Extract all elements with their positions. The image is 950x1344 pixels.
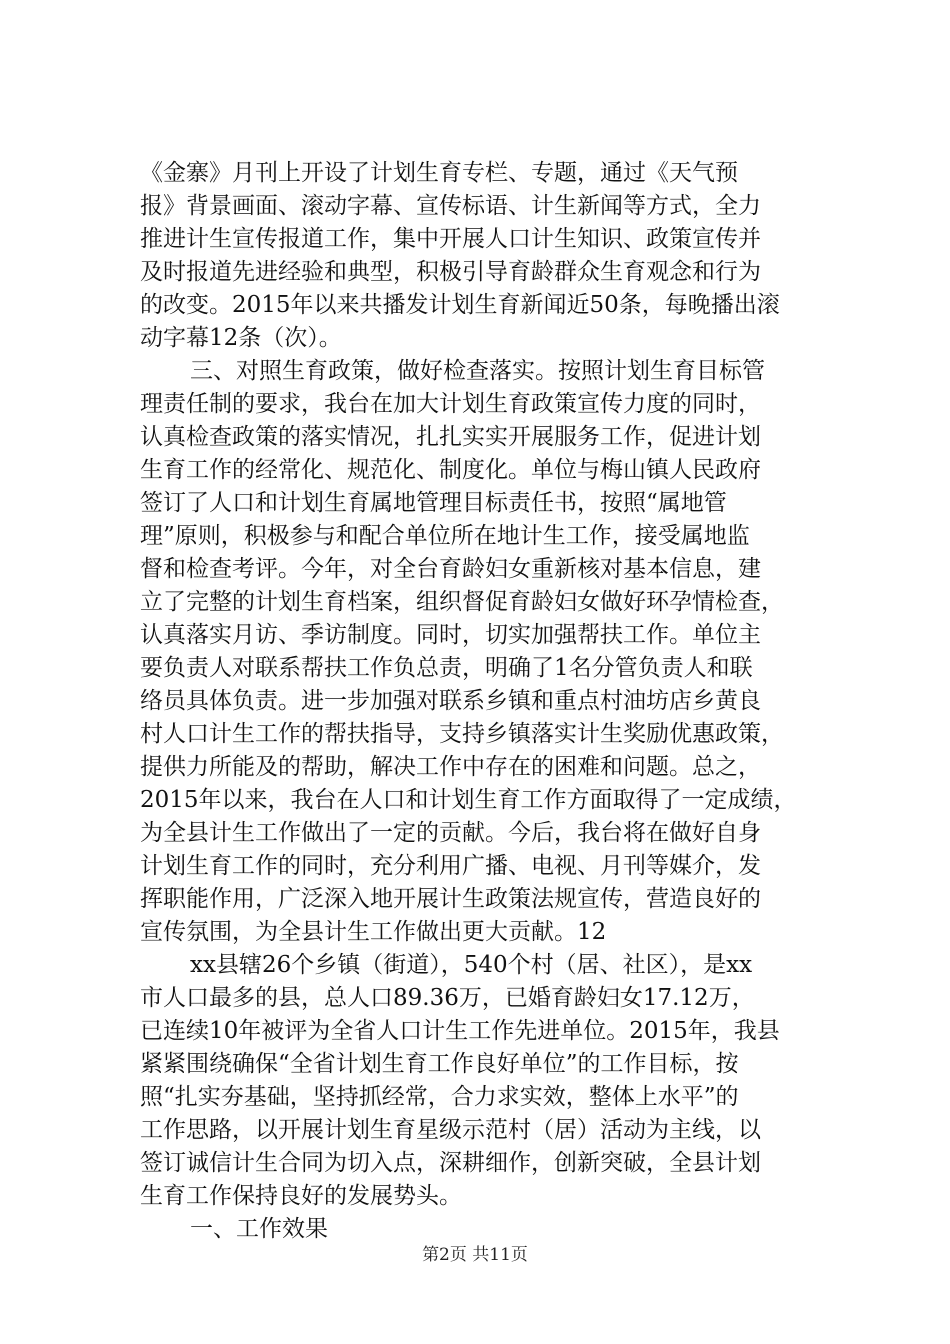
text-line: 要负责人对联系帮扶工作负总责，明确了1名分管负责人和联 [140,655,753,681]
text-line: 立了完整的计划生育档案，组织督促育龄妇女做好环孕情检查， [140,589,784,615]
text-line: 生育工作的经常化、规范化、制度化。单位与梅山镇人民政府 [140,457,761,483]
text-line: 村人口计生工作的帮扶指导，支持乡镇落实计生奖励优惠政策， [140,721,784,747]
page-footer [0,1243,950,1267]
text-line: 络员具体负责。进一步加强对联系乡镇和重点村油坊店乡黄良 [140,688,761,714]
text-line: 理责任制的要求，我台在加大计划生育政策宣传力度的同时， [140,391,761,417]
text-line: 推进计生宣传报道工作，集中开展人口计生知识、政策宣传并 [140,226,761,252]
text-line: 签订诚信计生合同为切入点，深耕细作，创新突破，全县计划 [140,1150,761,1176]
text-line: 计划生育工作的同时，充分利用广播、电视、月刊等媒介，发 [140,853,761,879]
text-line: 照“扎实夯基础，坚持抓经常，合力求实效，整体上水平”的 [140,1084,739,1110]
text-line: 2015年以来，我台在人口和计划生育工作方面取得了一定成绩， [140,787,797,813]
text-line: 为全县计生工作做出了一定的贡献。今后，我台将在做好自身 [140,820,761,846]
document-body [140,157,840,1246]
text-line: 已连续10年被评为全省人口计生工作先进单位。2015年，我县 [140,1018,780,1044]
section-heading-line: 一、工作效果 [190,1216,328,1242]
text-line: 宣传氛围，为全县计生工作做出更大贡献。12 [140,919,607,945]
text-line: 理”原则，积极参与和配合单位所在地计生工作，接受属地监 [140,523,750,549]
text-line: 及时报道先进经验和典型，积极引导育龄群众生育观念和行为 [140,259,761,285]
text-line: 的改变。2015年以来共播发计划生育新闻近50条，每晚播出滚 [140,292,780,318]
section-heading-line: 三、对照生育政策，做好检查落实。按照计划生育目标管 [190,358,765,384]
text-line: 提供力所能及的帮助，解决工作中存在的困难和问题。总之， [140,754,761,780]
paragraph-start-line: xx县辖26个乡镇（街道），540个村（居、社区），是xx [190,952,753,978]
text-line: 挥职能作用，广泛深入地开展计生政策法规宣传，营造良好的 [140,886,761,912]
text-line: 督和检查考评。今年，对全台育龄妇女重新核对基本信息，建 [140,556,761,582]
text-line: 紧紧围绕确保“全省计划生育工作良好单位”的工作目标，按 [140,1051,739,1077]
text-line: 签订了人口和计划生育属地管理目标责任书，按照“属地管 [140,490,727,516]
text-line: 工作思路，以开展计划生育星级示范村（居）活动为主线，以 [140,1117,761,1143]
text-line: 认真落实月访、季访制度。同时，切实加强帮扶工作。单位主 [140,622,761,648]
text-line: 动字幕12条（次）。 [140,325,342,351]
text-line: 报》背景画面、滚动字幕、宣传标语、计生新闻等方式，全力 [140,193,761,219]
text-line: 认真检查政策的落实情况，扎扎实实开展服务工作，促进计划 [140,424,761,450]
text-line: 生育工作保持良好的发展势头。 [140,1183,462,1209]
text-line: 市人口最多的县，总人口89.36万，已婚育龄妇女17.12万， [140,985,755,1011]
text-line: 《金寨》月刊上开设了计划生育专栏、专题，通过《天气预 [140,160,738,186]
page-number-label: 第2页 共11页 [422,1245,528,1265]
